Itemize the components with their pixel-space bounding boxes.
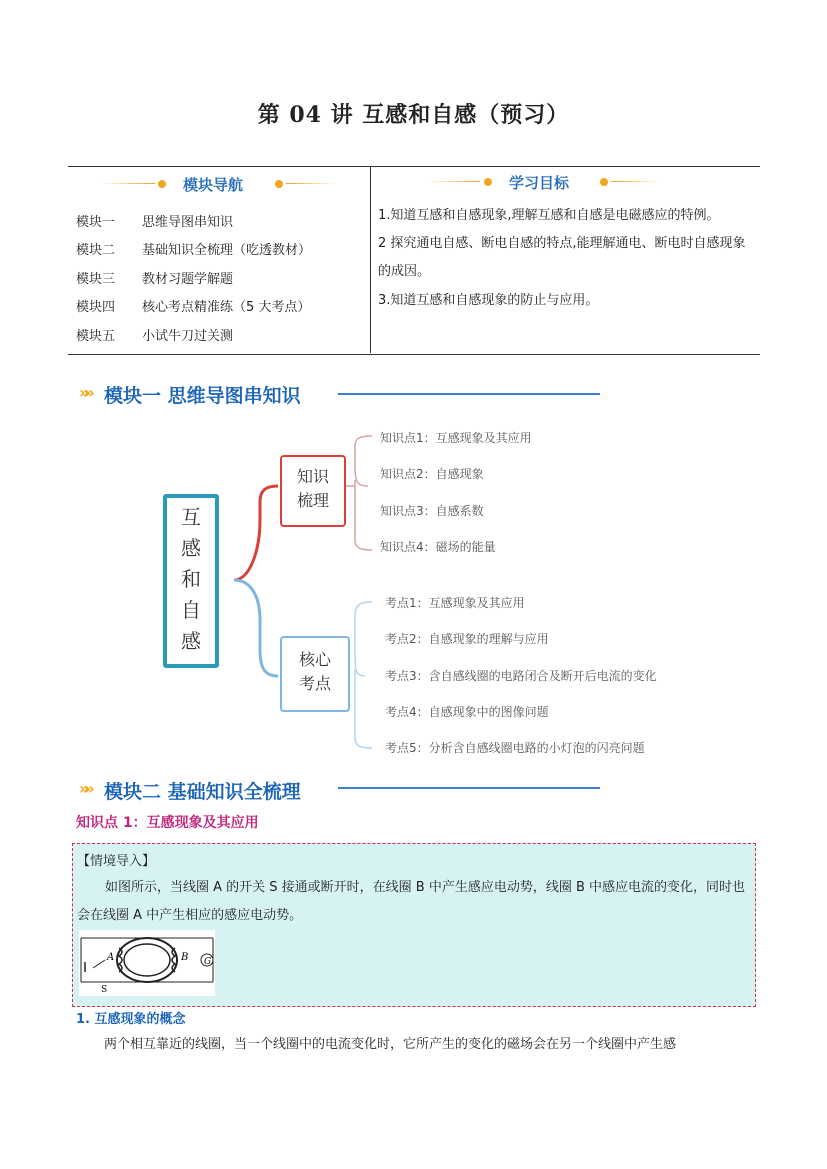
mindmap-leaf: 考点1：互感现象及其应用	[385, 596, 525, 610]
heading-dot-icon	[158, 180, 166, 188]
mindmap-leaf: 考点5：分析含自感线圈电路的小灯泡的闪亮问题	[385, 741, 645, 755]
nav-item[interactable]: 模块四 核心考点精准练（5 大考点）	[76, 300, 311, 315]
mindmap-leaf: 考点3：含自感线圈的电路闭合及断开后电流的变化	[385, 669, 657, 683]
subsection-title: 1. 互感现象的概念	[76, 1012, 186, 1027]
body-paragraph: 两个相互靠近的线圈，当一个线圈中的电流变化时，它所产生的变化的磁场会在另一个线圈中产生感	[104, 1037, 677, 1052]
double-chevron-icon: »»	[79, 383, 90, 402]
module1-heading: 模块一 思维导图串知识	[104, 385, 301, 407]
goal-item: 2 探究通电自感、断电自感的特点,能理解通电、断电时自感现象的成因。	[378, 236, 746, 279]
figure-label-g: G	[204, 957, 212, 967]
coil-circuit-figure	[79, 930, 215, 996]
mindmap-leaf: 考点2：自感现象的理解与应用	[385, 632, 549, 646]
goals-heading: 学习目标	[509, 174, 570, 192]
heading-deco-line	[611, 181, 661, 182]
goal-item: 1.知道互感和自感现象,理解互感和自感是电磁感应的特例。	[378, 208, 720, 223]
mindmap-leaf: 知识点1：互感现象及其应用	[380, 431, 532, 445]
heading-rule	[338, 393, 600, 395]
page-title: 第 04 讲 互感和自感（预习）	[257, 102, 570, 128]
svg-text:B: B	[181, 952, 189, 963]
knowledge-point-title: 知识点 1：互感现象及其应用	[76, 815, 259, 831]
heading-deco-line	[100, 183, 155, 184]
double-chevron-icon: »»	[79, 779, 90, 798]
heading-dot-icon	[484, 178, 492, 186]
heading-deco-line	[286, 183, 336, 184]
mindmap-leaf: 知识点3：自感系数	[380, 504, 484, 518]
heading-dot-icon	[600, 178, 608, 186]
heading-deco-line	[425, 181, 480, 182]
goal-item: 3.知道互感和自感现象的防止与应用。	[378, 293, 599, 308]
nav-heading: 模块导航	[183, 176, 244, 194]
situation-text: 如图所示，当线圈 A 的开关 S 接通或断开时，在线圈 B 中产生感应电动势，线圈 B 中感应电流的变化，同时也会在线圈 A 中产生相应的感应电动势。	[77, 880, 746, 923]
svg-text:S: S	[101, 985, 108, 995]
nav-item[interactable]: 模块三 教材习题学解题	[76, 272, 234, 287]
mindmap-leaf: 知识点4：磁场的能量	[380, 540, 496, 554]
situation-label: 【情境导入】	[77, 854, 156, 869]
situation-box	[72, 843, 756, 1007]
table-divider	[370, 166, 371, 353]
mindmap-leaf: 知识点2：自感现象	[380, 467, 484, 481]
nav-item[interactable]: 模块一 思维导图串知识	[76, 215, 234, 230]
nav-item[interactable]: 模块五 小试牛刀过关测	[76, 329, 234, 344]
mindmap-branch-core: 核心 考点	[280, 636, 350, 712]
heading-dot-icon	[275, 180, 283, 188]
mindmap-root: 互 感 和 自 感	[163, 494, 219, 668]
mindmap-branch-knowledge: 知识 梳理	[280, 455, 346, 527]
mindmap-leaf: 考点4：自感现象中的图像问题	[385, 705, 549, 719]
heading-rule	[338, 787, 600, 789]
nav-item[interactable]: 模块二 基础知识全梳理（吃透教材）	[76, 243, 312, 258]
svg-text:A: A	[107, 952, 115, 963]
module2-heading: 模块二 基础知识全梳理	[104, 781, 301, 803]
